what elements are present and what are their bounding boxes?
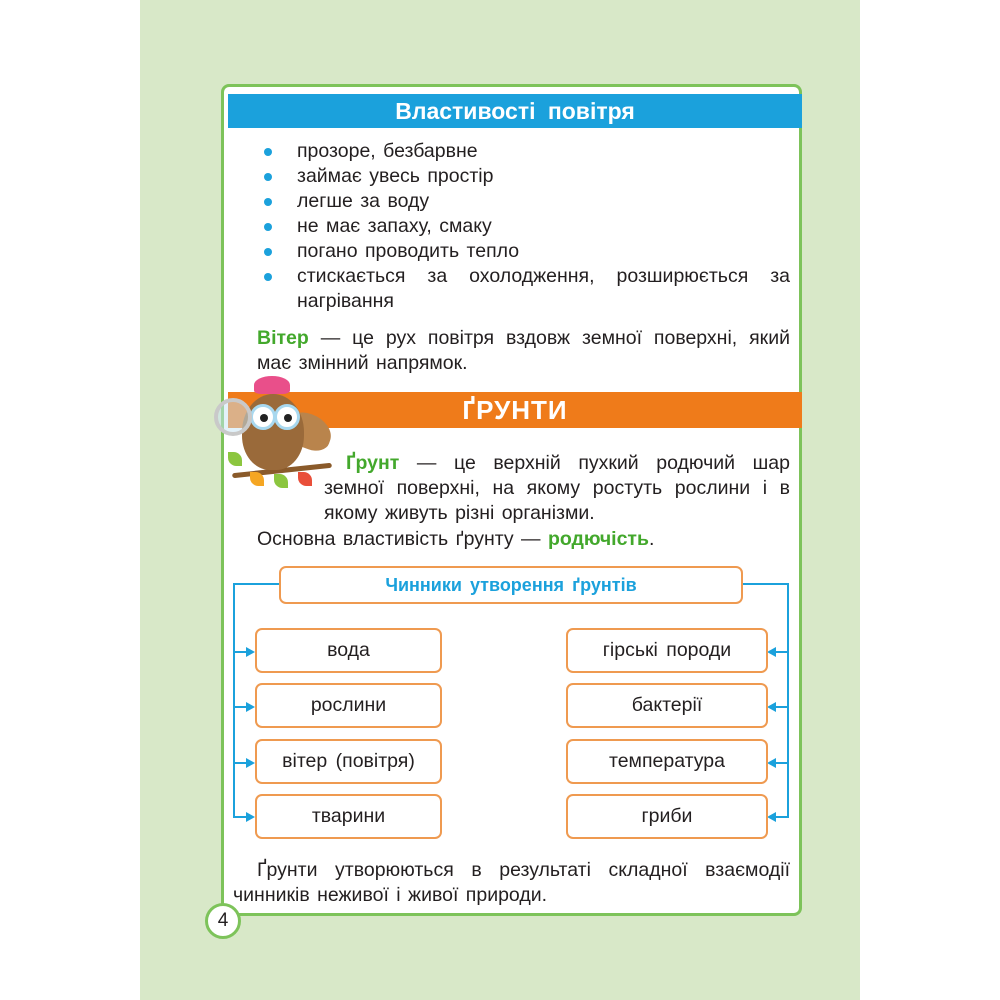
air-properties-list bbox=[260, 139, 790, 314]
bullet-icon bbox=[264, 273, 272, 281]
bullet-icon bbox=[264, 248, 272, 256]
connector-line bbox=[787, 583, 789, 818]
leaf-icon bbox=[298, 472, 312, 486]
arrow-left-icon bbox=[767, 812, 776, 822]
magnifier-icon bbox=[214, 398, 252, 436]
connector-line bbox=[775, 762, 789, 764]
owl-hat-shape bbox=[254, 376, 290, 394]
soil-definition: Ґрунт — це верхній пухкий родючий шар земної поверхні, на якому ростуть рослини і в якому живуть різні організми. bbox=[324, 452, 790, 524]
wind-term: Вітер bbox=[257, 327, 309, 349]
bullet-icon bbox=[264, 198, 272, 206]
factors-diagram-title: Чинники утворення ґрунтів bbox=[385, 574, 637, 595]
soil-section-title: ҐРУНТИ bbox=[462, 394, 568, 425]
air-section-header bbox=[228, 94, 802, 128]
owl-body-shape bbox=[242, 394, 304, 470]
arrow-right-icon bbox=[246, 812, 255, 822]
factor-box-water: вода bbox=[255, 628, 442, 673]
connector-line bbox=[233, 706, 247, 708]
arrow-left-icon bbox=[767, 647, 776, 657]
connector-line bbox=[775, 706, 789, 708]
factors-diagram-title-box bbox=[279, 566, 743, 604]
connector-line bbox=[233, 762, 247, 764]
connector-line bbox=[743, 583, 789, 585]
connector-line bbox=[233, 816, 247, 818]
conclusion-text: Ґрунти утворюються в результаті складної взаємодії чинників неживої і живої природи. bbox=[233, 859, 790, 906]
connector-line bbox=[775, 651, 789, 653]
factor-box-bacteria: бактерії bbox=[566, 683, 768, 728]
soil-term: Ґрунт bbox=[346, 452, 400, 474]
leaf-icon bbox=[274, 474, 288, 488]
air-section-title: Властивості повітря bbox=[395, 97, 635, 124]
factor-box-fungi: гриби bbox=[566, 794, 768, 839]
arrow-left-icon bbox=[767, 702, 776, 712]
list-item: легше за воду bbox=[260, 189, 790, 214]
bullet-icon bbox=[264, 223, 272, 231]
owl-eye-shape bbox=[274, 404, 300, 430]
list-item: прозоре, безбарвне bbox=[260, 139, 790, 164]
arrow-left-icon bbox=[767, 758, 776, 768]
factor-box-rocks: гірські породи bbox=[566, 628, 768, 673]
factor-box-plants: рослини bbox=[255, 683, 442, 728]
soil-main-property: Основна властивість ґрунту — родючість. bbox=[257, 528, 655, 550]
list-item: стискається за охолодження, розширюється за нагрівання bbox=[260, 264, 790, 314]
arrow-right-icon bbox=[246, 702, 255, 712]
list-item: погано проводить тепло bbox=[260, 239, 790, 264]
factor-box-temperature: температура bbox=[566, 739, 768, 784]
arrow-right-icon bbox=[246, 758, 255, 768]
page-number: 4 bbox=[205, 903, 241, 939]
bullet-icon bbox=[264, 148, 272, 156]
arrow-right-icon bbox=[246, 647, 255, 657]
connector-line bbox=[775, 816, 789, 818]
owl-eye-shape bbox=[250, 404, 276, 430]
wind-definition: Вітер — це рух повітря вздовж земної поверхні, який має змінний напрямок. bbox=[257, 327, 790, 374]
factor-box-animals: тварини bbox=[255, 794, 442, 839]
connector-line bbox=[233, 583, 235, 818]
leaf-icon bbox=[250, 472, 264, 486]
owl-illustration bbox=[214, 372, 338, 494]
connector-line bbox=[233, 583, 279, 585]
list-item: займає увесь простір bbox=[260, 164, 790, 189]
connector-line bbox=[233, 651, 247, 653]
factor-box-wind: вітер (повітря) bbox=[255, 739, 442, 784]
leaf-icon bbox=[228, 452, 242, 466]
list-item: не має запаху, смаку bbox=[260, 214, 790, 239]
main-property-value: родючість bbox=[547, 528, 649, 550]
bullet-icon bbox=[264, 173, 272, 181]
